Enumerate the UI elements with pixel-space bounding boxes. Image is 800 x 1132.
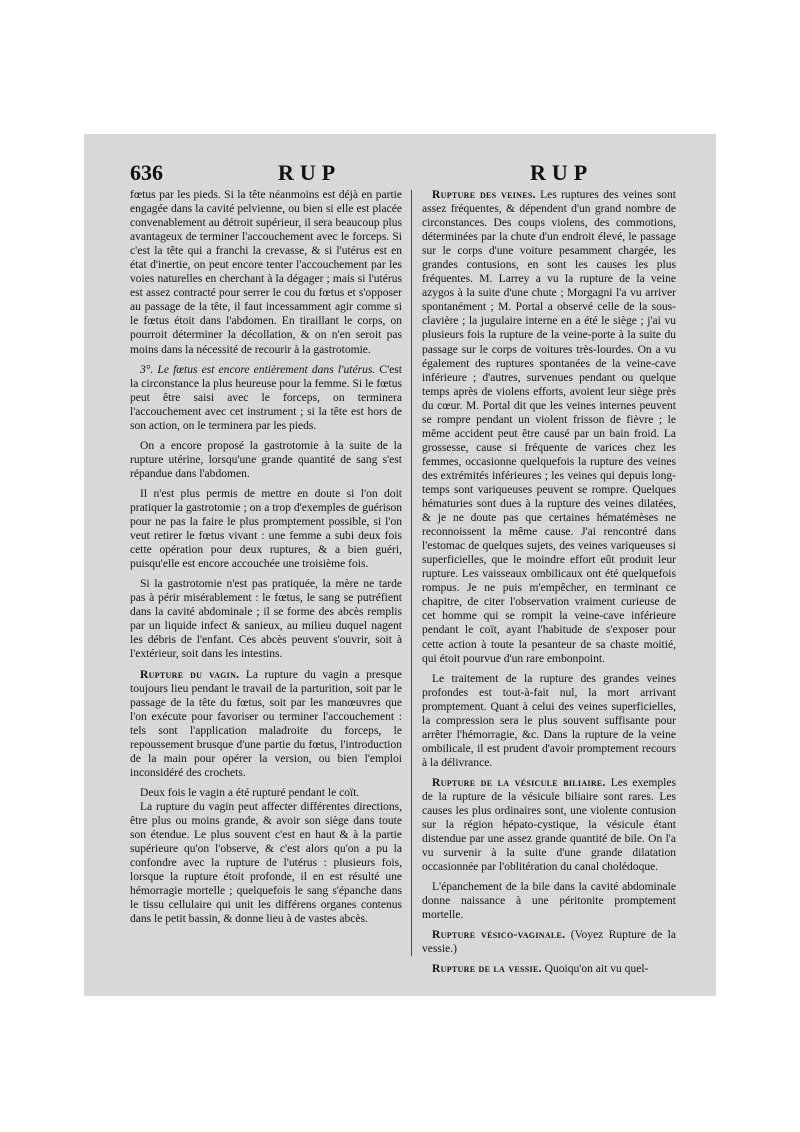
paragraph-lead: 3°. Le fœtus est encore entièrement dans l'utérus. [140,363,376,376]
running-head-left: RUP [278,160,342,185]
paragraph: On a encore proposé la gastrotomie à la suite de la rupture utérine, lorsqu'une grande quantité de sang s'est répandue dans l'abdomen. [130,439,402,480]
paragraph: Il n'est plus permis de mettre en doute si l'on doit pratiquer la gastrotomie ; on a trop d'exemples de guérison pour ne pas la faire le plus promptement possible, si l'on veut retirer le fœtus vivant : une femme a subi deux fois cette opération pour deux ruptures, & a bien guéri, puisqu'elle est encore accouchée une troisième fois. [130,487,402,571]
paragraph-text: Quoiqu'on ait vu quel- [541,963,649,976]
section-heading: Rupture vésico-vaginale. [432,929,566,942]
paragraph [130,363,402,433]
running-head-right: RUP [530,160,594,185]
left-column [130,188,402,926]
paragraph: fœtus par les pieds. Si la tête néanmoins est déjà en partie engagée dans la cavité pelvienne, ou bien si elle est placée convenablement au détroit supérieur, il sera beaucoup plus avantageux de terminer l'accouchement avec le forceps. Si c'est la tête qui a franchi la crevasse, & si l'utérus est en état d'inertie, on peut encore tenter l'accouchement par les voies naturelles en cherchant à la dégager ; mais si l'utérus est assez contracté pour serrer le cou du fœtus et s'opposer au passage de la tête, il faut incessamment agir comme si le fœtus étoit dans l'abdomen. En tiraillant le corps, on pourroit déterminer la décollation, & on n'en seroit pas moins dans la nécessité de recourir à la gastrotomie. [130,189,402,356]
paragraph-text: Les ruptures des veines sont assez fréquentes, & dépendent d'un grand nombre de circonstances. Des coups violens, des commotions, déterminées par la chute d'un endroit élevé, le passage sur le corps d'une voiture pesamment chargée, les grandes contusions, en sont les causes les plus fréquentes. M. Larrey a vu la rupture de la veine azygos à la suite d'une chute ; Morgagni l'a vu arriver spontanément ; M. Portal a observé celle de la sous-clavière ; la jugulaire interne en a été le siège ; j'ai vu plusieurs fois la rupture de la veine-porte à la suite du passage sur le corps de voitures très-lourdes. On a vu également des ruptures spontanées de la veine-cave inférieure ; d'autres, survenues pendant ou quelque temps après de violens efforts, avoient leur siège près du cœur. M. Portal dit que les veines internes peuvent se rompre pendant un violent frisson de fièvre ; le même accident peut être causé par un bain froid. La grossesse, cause si fréquente de varices chez les femmes, occasionne quelquefois la rupture des veines des extrémités inférieures ; les veines qui depuis long-temps sont variqueuses peuvent se rompre. Quelques hématuries sont dues à la rupture des veines dilatées, & je ne doute pas que certaines hématémèses ne reconnoissent la même cause. J'ai rencontré dans l'estomac de quelques sujets, des veines variqueuses si superficielles, que le moindre effort eût produit leur rupture. Les vaisseaux ombilicaux ont été quelquefois rompus. Je ne puis m'empêcher, en terminant ce chapitre, de citer l'observation vraiment curieuse de cet homme qui se rompit la veine-cave inférieure pendant le coït, ayant l'habitude de s'exposer pour cette action à toute la pesanteur de sa chaste moitié, qui étoit pourvue d'un rare embonpoint. [422,189,676,665]
paragraph: La rupture du vagin peut affecter différentes directions, être plus ou moins grande, & avoir son siège dans toute son étendue. Le plus souvent c'est en haut & à la partie supérieure qu'on l'observe, & c'est alors qu'on a pu la confondre avec la rupture de l'utérus : plusieurs fois, lorsque la rupture étoit profonde, il en est résulté une hémorragie mortelle ; quelquefois le sang s'épanche dans le tissu cellulaire qui unit les différens organes contenus dans le petit bassin, & donne lieu à de vastes abcès. [130,800,402,926]
page-number: 636 [130,160,163,185]
paragraph: Le traitement de la rupture des grandes veines profondes est tout-à-fait nul, la mort arrivant promptement. Quant à celui des veines superficielles, la compression sera le plus souvent suffisante pour arrêter l'hémorragie, &c. Dans la rupture de la veine ombilicale, il est prudent d'avoir promptement recours à la délivrance. [422,672,676,769]
paragraph-text: La rupture du vagin a presque toujours lieu pendant le travail de la parturition, soit par le passage de la tête du fœtus, soit par les manœuvres que l'on exécute pour favoriser ou terminer l'accouchement : tels sont l'application maladroite du forceps, le repoussement brusque d'une partie du fœtus, l'introduction de la main pour opérer la version, ou bien l'emploi inconsidéré des crochets. [130,668,403,779]
page-header [130,160,670,190]
scanned-page [84,134,716,996]
section-paragraph [422,928,676,956]
section-heading: Rupture des veines. [432,189,536,201]
column-divider [411,190,412,956]
section-heading: Rupture du vagin. [140,668,240,681]
paragraph: Si la gastrotomie n'est pas pratiquée, la mère ne tarde pas à périr misérablement : le fœtus, le sang se putréfient dans la cavité abdominale ; il se forme des abcès remplis par un liquide infect & sanieux, au milieu duquel nagent les débris de l'enfant. Ces abcès peuvent s'ouvrir, soit à l'extérieur, soit dans les intestins. [130,578,402,661]
section-paragraph [422,188,676,666]
section-paragraph [422,962,676,976]
paragraph: L'épanchement de la bile dans la cavité abdominale donne naissance à une péritonite promptement mortelle. [422,881,676,922]
section-heading: Rupture de la vessie. [432,963,542,976]
section-heading: Rupture de la vésicule biliaire. [432,776,606,789]
right-column [422,188,676,977]
section-paragraph [422,776,676,874]
paragraph-text: C'est la circonstance la plus heureuse pour la femme. Si le fœtus peut être saisi avec le forceps, on terminera l'accouchement avec cet instrument ; si la tête est hors de son action, on le terminera par les pieds. [130,363,402,432]
section-paragraph [130,668,402,780]
paragraph-text: Les exemples de la rupture de la vésicule biliaire sont rares. Les causes les plus ordinaires sont, une violente contusion sur la région hépato-cystique, la vésicule étant distendue par une assez grande quantité de bile. On l'a vu survenir à la suite d'une grande dilatation occasionnée par l'oblitération du canal cholédoque. [422,776,676,874]
paragraph-text: (Voyez Rupture de la vessie.) [422,929,676,956]
paragraph: Deux fois le vagin a été rupturé pendant le coït. [140,786,360,799]
